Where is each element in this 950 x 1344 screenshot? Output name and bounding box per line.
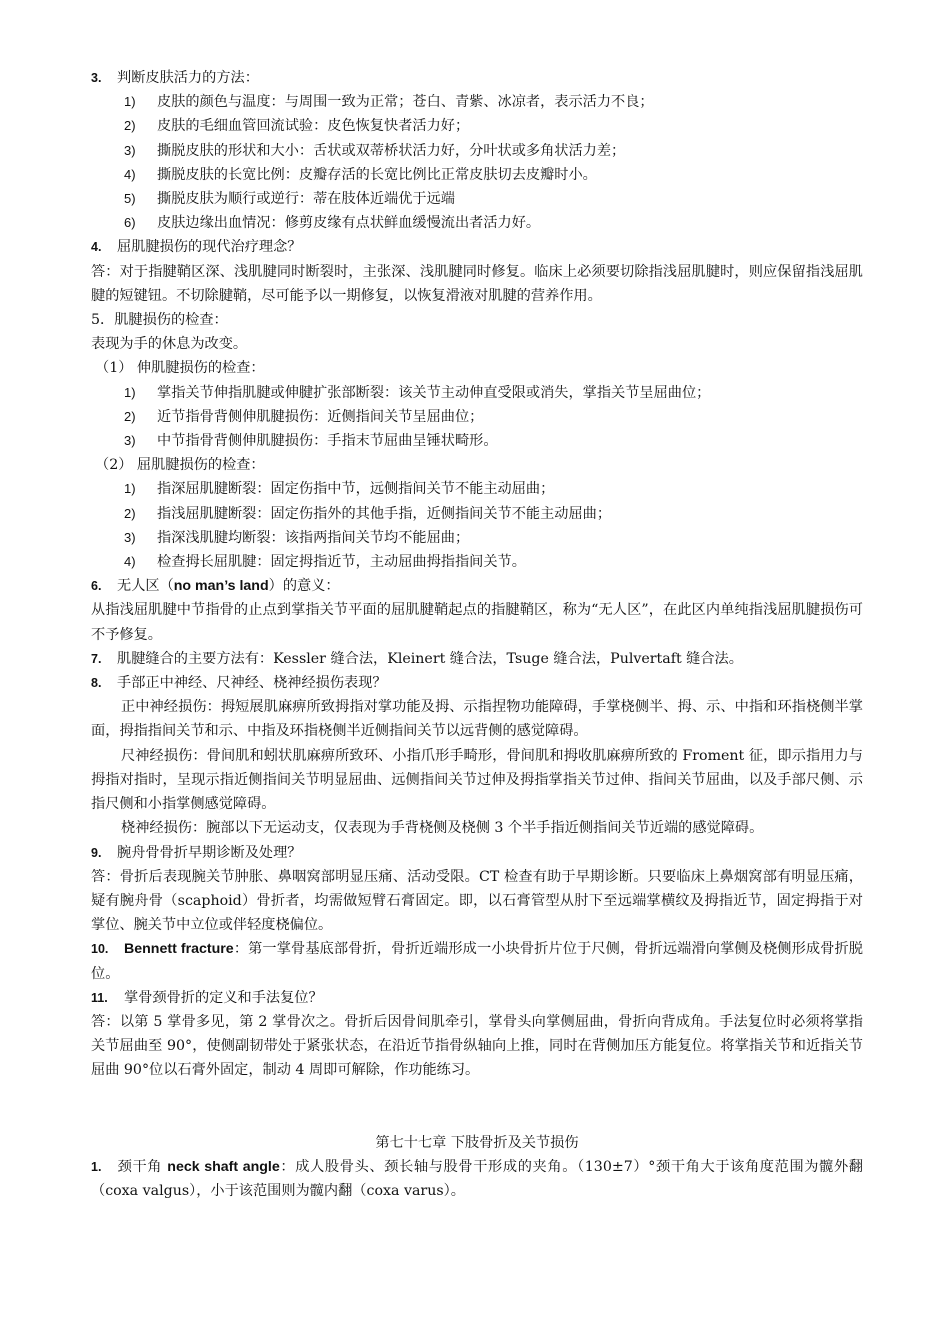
answer-paragraph: 答：以第 5 掌骨多见，第 2 掌骨次之。骨折后因骨间肌牵引，掌骨头向掌侧屈曲，骨折向背成角。手法复位时必须将掌指关节屈曲至 90°，使侧副韧带处于紧张状态，在沿近节指骨纵轴向上推，同时在背侧加压方能复位。将掌指关节和近指关节屈曲 90°位以石膏外固定，制动 4 周即可解除，作功能练习。 [91,1013,863,1079]
title-part: 颈干角 [117,1158,168,1175]
question-3 [91,66,863,90]
answer-paragraph: 答：骨折后表现腕关节肿胀、鼻咽窝部明显压痛、活动受限。CT 检查有助于早期诊断。只要临床上鼻烟窝部有明显压痛，疑有腕舟骨（scaphoid）骨折者，均需做短臂石膏固定。即，以石膏管型从肘下至远端掌横纹及拇指近节，固定拇指于对掌位、腕关节中立位或伴轻度桡偏位。 [91,868,863,934]
item-number: 2) [124,118,136,134]
title-part: ）的意义： [268,578,340,595]
question-5-title: 5．肌腱损伤的检查： [91,312,228,329]
question-title: 腕舟骨骨折早期诊断及处理？ [117,844,302,861]
item-text: 皮肤的颜色与温度：与周围一致为正常；苍白、青紫、冰凉者，表示活力不良； [157,94,654,111]
question-number: 3. [91,71,102,85]
item-number: 4) [124,166,136,182]
radial-nerve-paragraph: 桡神经损伤：腕部以下无运动支，仅表现为手背桡侧及桡侧 3 个半手指近侧指间关节近端的感觉障碍。 [121,820,764,837]
answer-paragraph: 从指浅屈肌腱中节指骨的止点到掌指关节平面的屈肌腱鞘起点的指腱鞘区，称为“无人区”，在此区内单纯指浅屈肌腱损伤可不予修复。 [91,602,863,643]
item-number: 1) [124,94,136,110]
question-number: 1. [91,1159,102,1174]
item-number: 2) [124,408,136,424]
question-title [117,574,340,598]
list-item [91,381,863,405]
list-item [91,526,863,550]
median-nerve-paragraph: 正中神经损伤：拇短展肌麻痹所致拇指对掌功能及拇、示指捏物功能障碍，手掌桡侧半、拇、示、中指和环指桡侧半掌面，拇指指间关节和示、中指及环指桡侧半近侧指间关节以远背侧的感觉障碍。 [91,699,863,740]
subsection-title: （1） 伸肌腱损伤的检查： [95,360,265,377]
question-title: 手部正中神经、尺神经、桡神经损伤表现？ [117,675,387,692]
question-4 [91,235,863,259]
question-text: 肌腱缝合的主要方法有：Kessler 缝合法，Kleinert 缝合法，Tsuge 缝合法，Pulvertaft 缝合法。 [117,650,743,667]
list-item [91,139,863,163]
list-item [91,477,863,501]
item-number: 5) [124,191,136,207]
question-5-intro: 表现为手的休息为改变。 [91,336,248,353]
question-11 [91,986,863,1010]
question-number: 6. [91,579,102,594]
item-number: 6) [124,215,136,231]
question-number: 10. [91,942,109,957]
list-item [91,114,863,138]
list-item [91,550,863,574]
question-8 [91,671,863,695]
list-item [91,187,863,211]
item-text: 掌指关节伸指肌腱或伸腱扩张部断裂：该关节主动伸直受限或消失，掌指关节呈屈曲位； [157,384,711,401]
question-number: 4. [91,240,102,255]
question-text: ：第一掌骨基底部骨折，骨折近端形成一小块骨折片位于尺侧，骨折远端滑向掌侧及桡侧形成骨折脱位。 [91,941,863,982]
list-item [91,163,863,187]
subsection-title: （2） 屈肌腱损伤的检查： [95,457,265,474]
question-text: ：成人股骨头、颈长轴与股骨干形成的夹角。（130±7）°颈干角大于该角度范围为髋外翻（coxa valgus），小于该范围则为髋内翻（coxa varus）。 [91,1158,863,1199]
answer-paragraph: 答：对于指腱鞘区深、浅肌腱同时断裂时，主张深、浅肌腱同时修复。临床上必须要切除指浅屈肌腱时，则应保留指浅屈肌腱的短键钮。不切除腱鞘，尽可能予以一期修复，以恢复滑液对肌腱的营养作用。 [91,263,863,304]
question-6 [91,574,863,598]
question-title: 掌骨颈骨折的定义和手法复位？ [124,989,323,1006]
question-7 [91,647,863,671]
title-part: 无人区（ [117,578,174,595]
chapter-question-1 [91,1155,863,1203]
item-text: 指深屈肌腱断裂：固定伤指中节，远侧指间关节不能主动屈曲； [157,481,555,498]
list-item [91,502,863,526]
item-text: 皮肤的毛细血管回流试验：皮色恢复快者活力好； [157,118,470,135]
list-item [91,211,863,235]
question-title: 屈肌腱损伤的现代治疗理念？ [117,239,302,256]
english-term: Bennett fracture [124,941,234,958]
item-number: 1) [124,481,136,497]
list-item [91,429,863,453]
item-number: 2) [124,505,136,521]
question-title: 判断皮肤活力的方法： [117,70,259,86]
item-text: 近节指骨背侧伸肌腱损伤：近侧指间关节呈屈曲位； [157,408,484,425]
question-number: 7. [91,651,102,666]
english-term: no man’s land [173,578,269,595]
item-number: 4) [124,554,136,570]
english-term: neck shaft angle [167,1158,280,1175]
question-number: 9. [91,845,102,860]
item-text: 撕脱皮肤的长宽比例：皮瓣存活的长宽比例比正常皮肤切去皮瓣时小。 [157,166,597,183]
ulnar-nerve-paragraph: 尺神经损伤：骨间肌和蚓状肌麻痹所致环、小指爪形手畸形，骨间肌和拇收肌麻痹所致的 Froment 征，即示指用力与拇指对指时，呈现示指近侧指间关节明显屈曲、远侧指间关节过伸及拇指掌指关节过伸、指间关节屈曲，以及手部尺侧、示指尺侧和小指掌侧感觉障碍。 [91,747,863,813]
item-text: 皮肤边缘出血情况：修剪皮缘有点状鲜血缓慢流出者活力好。 [157,215,541,232]
item-text: 撕脱皮肤的形状和大小：舌状或双蒂桥状活力好，分叶状或多角状活力差； [157,142,626,159]
question-number: 8. [91,676,102,691]
item-text: 指深浅肌腱均断裂：该指两指间关节均不能屈曲； [157,529,470,546]
item-number: 3) [124,433,136,449]
item-number: 3) [124,142,136,158]
item-number: 1) [124,384,136,400]
question-10 [91,937,863,985]
list-item [91,405,863,429]
item-number: 3) [124,529,136,545]
question-number: 11. [91,990,108,1005]
item-text: 检查拇长屈肌腱：固定拇指近节，主动屈曲拇指指间关节。 [157,554,526,571]
item-text: 指浅屈肌腱断裂：固定伤指外的其他手指，近侧指间关节不能主动屈曲； [157,505,612,522]
list-item [91,90,863,114]
chapter-title: 第七十七章 下肢骨折及关节损伤 [375,1134,579,1151]
item-text: 撕脱皮肤为顺行或逆行：蒂在肢体近端优于远端 [157,191,455,208]
item-text: 中节指骨背侧伸肌腱损伤：手指末节屈曲呈锤状畸形。 [157,433,498,450]
question-9 [91,841,863,865]
document-page [91,66,863,1203]
